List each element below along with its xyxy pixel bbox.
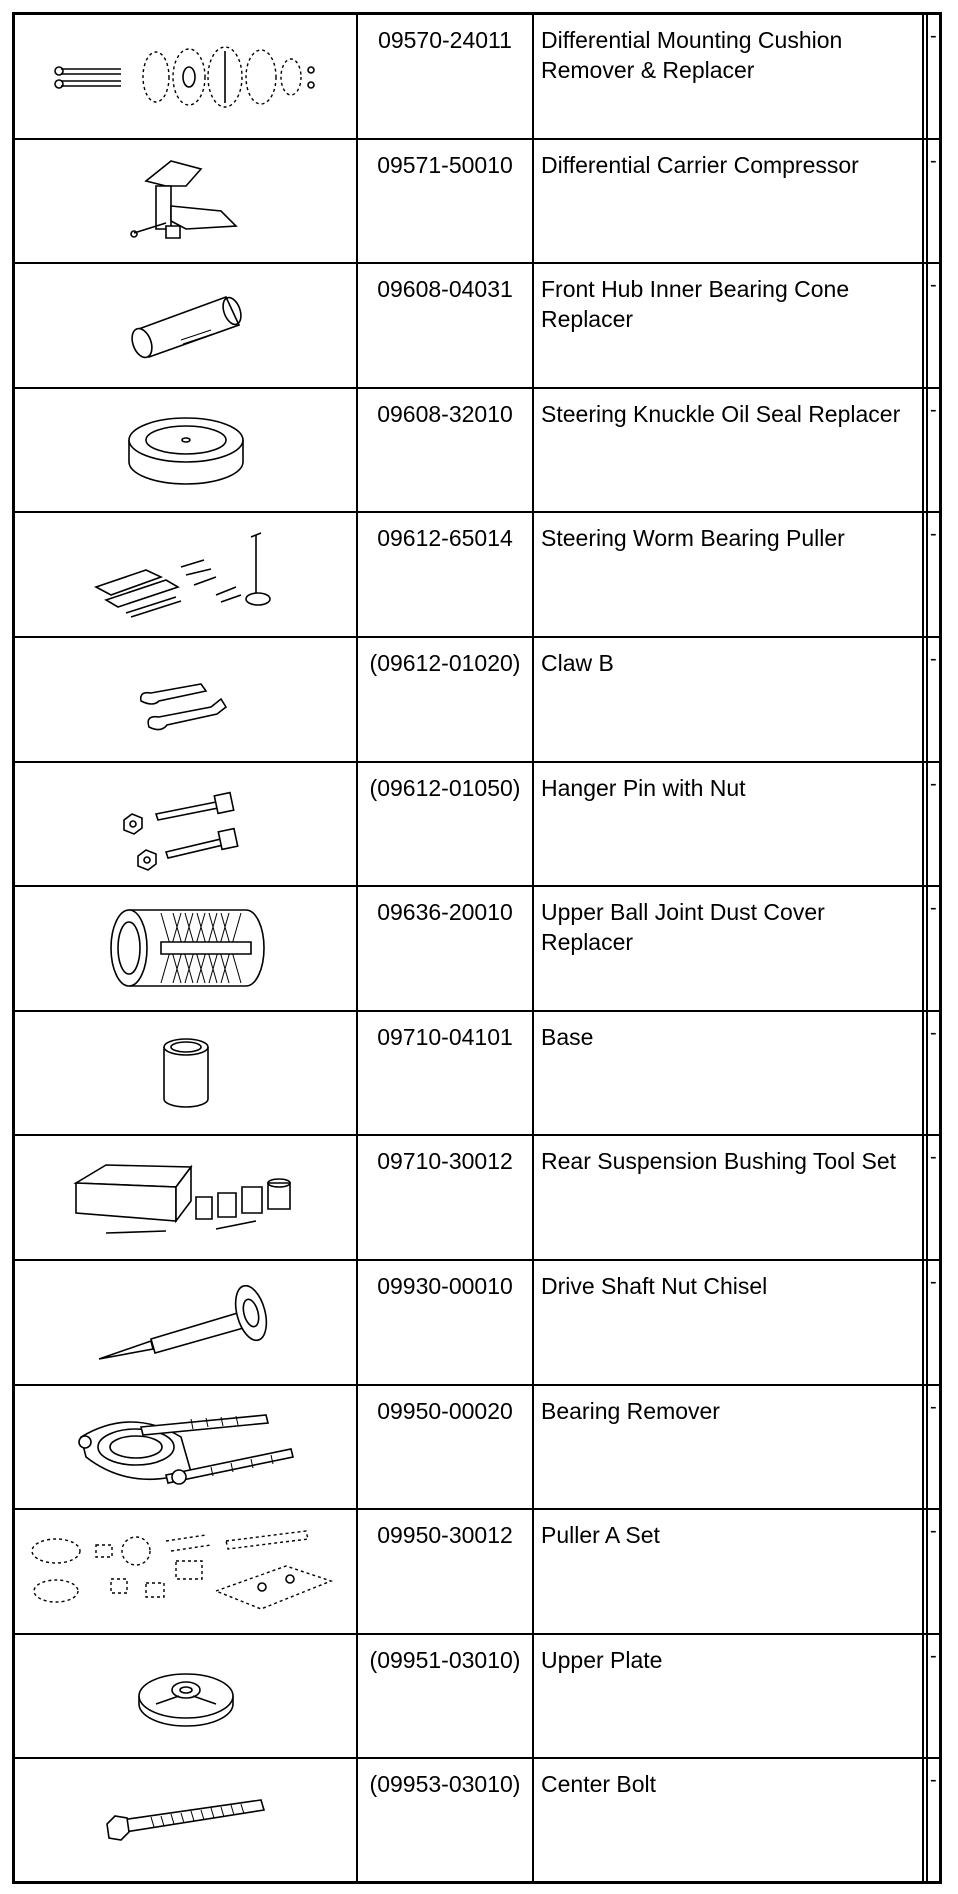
note: - bbox=[930, 1146, 937, 1169]
worm-bearing-puller-icon bbox=[86, 525, 286, 625]
tool-name: Steering Knuckle Oil Seal Replacer bbox=[541, 400, 901, 427]
table-row bbox=[15, 638, 939, 763]
table-row bbox=[15, 887, 939, 1012]
table-row bbox=[15, 1261, 939, 1386]
table-row bbox=[15, 264, 939, 389]
tool-name: Front Hub Inner Bearing Cone Replacer bbox=[541, 276, 850, 333]
tool-illustration bbox=[15, 763, 358, 886]
dust-cover-replacer-icon bbox=[101, 898, 271, 998]
table-row bbox=[15, 763, 939, 888]
note: - bbox=[930, 149, 937, 172]
part-number: 09950-00020 bbox=[377, 1397, 513, 1424]
tool-name: Bearing Remover bbox=[541, 1397, 720, 1424]
tool-name: Base bbox=[541, 1023, 594, 1050]
part-number: (09951-03010) bbox=[369, 1646, 521, 1673]
part-number: 09570-24011 bbox=[378, 27, 512, 53]
table-row bbox=[15, 15, 939, 140]
tool-illustration bbox=[15, 1012, 358, 1135]
hanger-pin-icon bbox=[116, 774, 256, 874]
bearing-remover-icon bbox=[71, 1397, 301, 1497]
table-row bbox=[15, 1012, 939, 1137]
tool-illustration bbox=[15, 1261, 358, 1384]
tool-name: Claw B bbox=[541, 650, 614, 676]
note: - bbox=[930, 772, 937, 795]
tool-illustration bbox=[15, 264, 358, 387]
tool-illustration bbox=[15, 1386, 358, 1509]
claw-icon bbox=[131, 659, 241, 739]
note: - bbox=[930, 523, 937, 546]
part-number: (09612-01050) bbox=[369, 774, 521, 801]
bushing-tool-set-icon bbox=[66, 1153, 306, 1243]
tool-illustration bbox=[15, 15, 358, 138]
table-row bbox=[15, 1759, 939, 1881]
note: - bbox=[930, 274, 937, 297]
part-number: 09608-32010 bbox=[377, 400, 513, 427]
oil-seal-replacer-disc-icon bbox=[121, 410, 251, 490]
base-cup-icon bbox=[156, 1033, 216, 1113]
tool-illustration bbox=[15, 1635, 358, 1758]
table-row bbox=[15, 389, 939, 514]
special-tools-table bbox=[12, 12, 942, 1884]
tool-name: Differential Carrier Compressor bbox=[541, 151, 859, 178]
cone-replacer-tube-icon bbox=[121, 285, 251, 365]
table-row bbox=[15, 1510, 939, 1635]
tool-illustration bbox=[15, 389, 358, 512]
tool-illustration bbox=[15, 1510, 358, 1633]
note: - bbox=[930, 1769, 937, 1792]
part-number: 09710-04101 bbox=[377, 1023, 513, 1050]
part-number: 09608-04031 bbox=[377, 276, 513, 303]
tool-name: Upper Ball Joint Dust Cover Replacer bbox=[541, 899, 825, 956]
note: - bbox=[930, 1644, 937, 1667]
table-row bbox=[15, 1386, 939, 1511]
tool-illustration bbox=[15, 140, 358, 263]
table-row bbox=[15, 1136, 939, 1261]
upper-plate-icon bbox=[131, 1656, 241, 1736]
table-row bbox=[15, 140, 939, 265]
tool-name: Puller A Set bbox=[541, 1522, 660, 1549]
tool-illustration bbox=[15, 1136, 358, 1259]
tool-name: Rear Suspension Bushing Tool Set bbox=[541, 1148, 897, 1175]
tool-illustration bbox=[15, 513, 358, 636]
note: - bbox=[930, 1520, 937, 1543]
tool-name: Steering Worm Bearing Puller bbox=[541, 525, 845, 552]
note: - bbox=[930, 398, 937, 421]
puller-set-icon bbox=[26, 1521, 346, 1621]
note: - bbox=[930, 1021, 937, 1044]
carrier-compressor-icon bbox=[126, 151, 246, 251]
table-row bbox=[15, 513, 939, 638]
part-number: 09571-50010 bbox=[377, 151, 513, 178]
part-number: 09930-00010 bbox=[377, 1273, 513, 1299]
part-number: (09612-01020) bbox=[369, 650, 521, 676]
part-number: (09953-03010) bbox=[369, 1771, 521, 1798]
table-row bbox=[15, 1635, 939, 1760]
tool-name: Center Bolt bbox=[541, 1771, 657, 1798]
note: - bbox=[930, 25, 937, 47]
tool-illustration bbox=[15, 887, 358, 1010]
part-number: 09612-65014 bbox=[377, 525, 513, 552]
note: - bbox=[930, 897, 937, 920]
tool-illustration bbox=[15, 1759, 358, 1881]
note: - bbox=[930, 1271, 937, 1293]
tool-name: Hanger Pin with Nut bbox=[541, 774, 746, 801]
chisel-icon bbox=[91, 1277, 281, 1367]
note: - bbox=[930, 1395, 937, 1418]
tool-name: Upper Plate bbox=[541, 1646, 663, 1673]
tool-name: Differential Mounting Cushion Remover & Replacer bbox=[541, 27, 843, 83]
center-bolt-icon bbox=[101, 1790, 271, 1850]
tool-illustration bbox=[15, 638, 358, 761]
part-number: 09950-30012 bbox=[377, 1522, 513, 1549]
part-number: 09710-30012 bbox=[377, 1148, 513, 1175]
cushion-remover-set-icon bbox=[51, 41, 321, 111]
tool-name: Drive Shaft Nut Chisel bbox=[541, 1273, 768, 1299]
part-number: 09636-20010 bbox=[377, 899, 513, 926]
note: - bbox=[930, 648, 937, 670]
